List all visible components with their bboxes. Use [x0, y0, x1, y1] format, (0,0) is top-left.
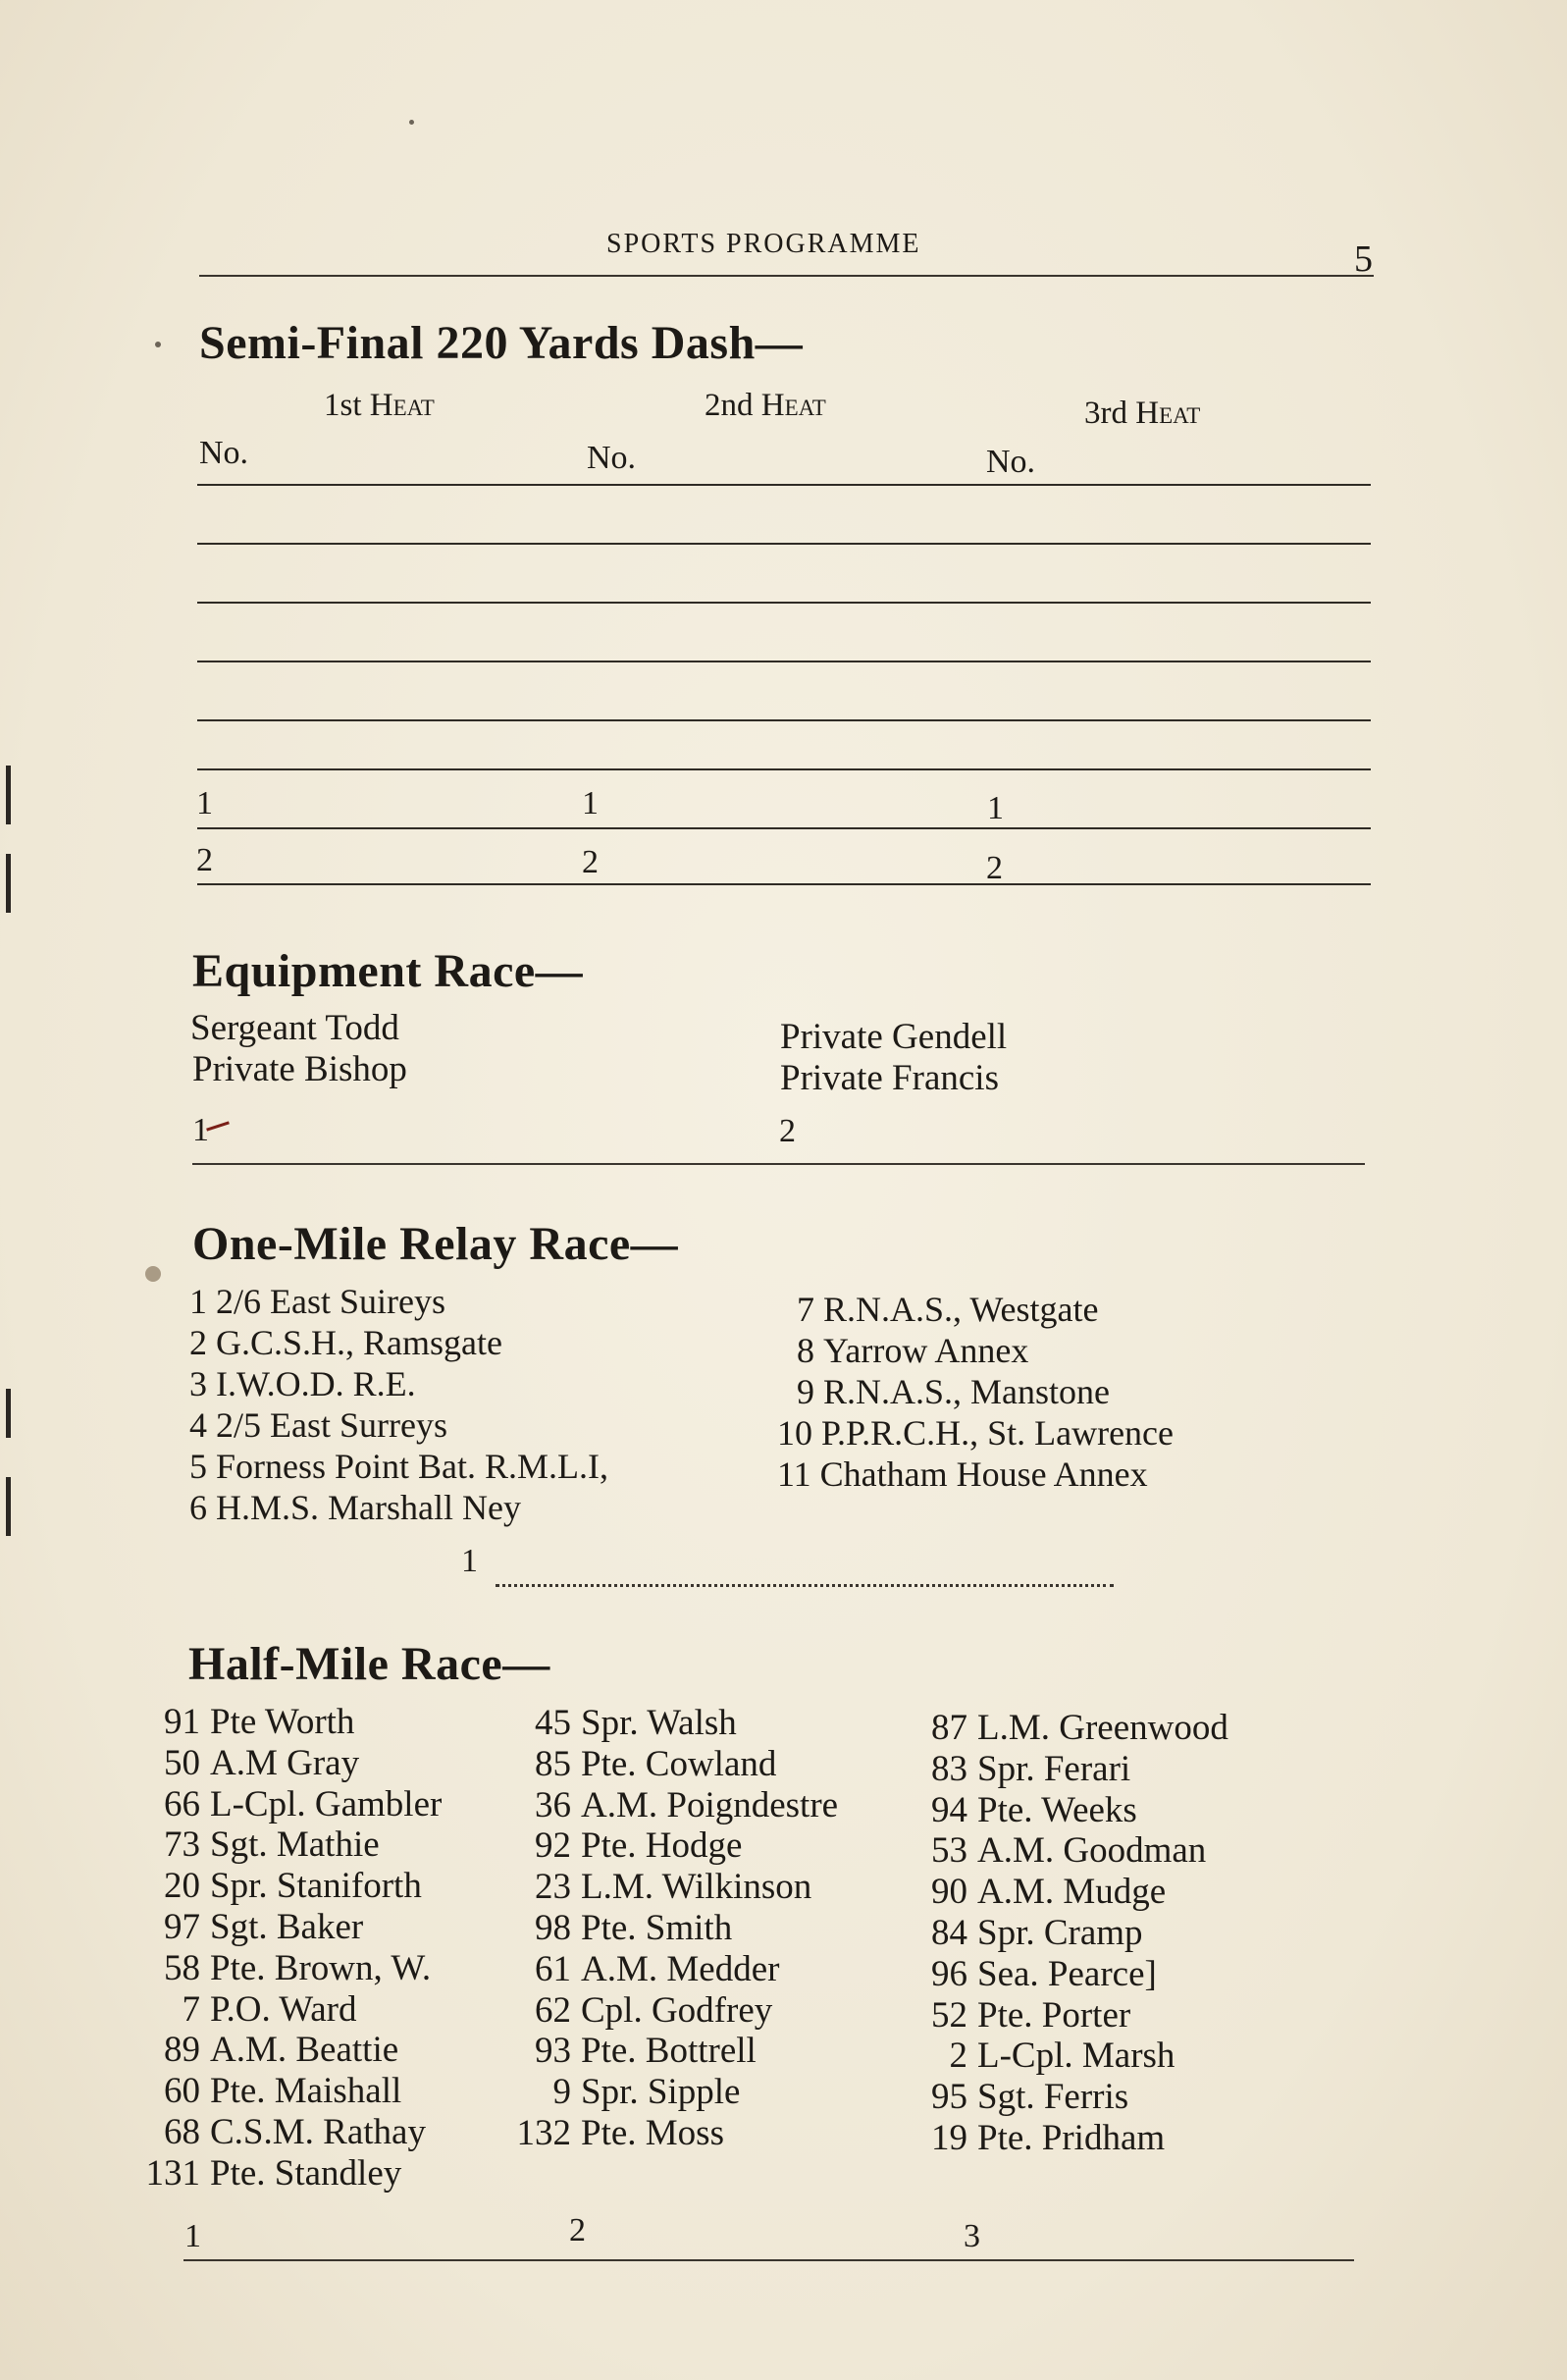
- binding-mark: [6, 1389, 11, 1438]
- half-mile-entrant: 85 Pte. Cowland: [535, 1743, 777, 1784]
- half-mile-entrant: 90 A.M. Mudge: [931, 1872, 1167, 1913]
- relay-team: 5 Forness Point Bat. R.M.L.I,: [189, 1447, 609, 1486]
- half-mile-entrant: 92 Pte. Hodge: [535, 1825, 743, 1867]
- half-mile-entrant: 7 P.O. Ward: [182, 1988, 357, 2030]
- half-mile-entrant: 91 Pte Worth: [164, 1702, 355, 1742]
- heat-1-no-label: No.: [199, 435, 249, 471]
- equipment-place-2: 2: [779, 1113, 796, 1149]
- entry-line: [197, 484, 1371, 486]
- equipment-entrant: Private Francis: [780, 1058, 999, 1098]
- half-mile-entrant: 87 L.M. Greenwood: [931, 1708, 1228, 1748]
- heat-2-place-2: 2: [582, 844, 599, 880]
- equipment-place-1: 1: [192, 1112, 209, 1148]
- entry-line: [197, 661, 1371, 662]
- relay-team: 2 G.C.S.H., Ramsgate: [189, 1323, 502, 1362]
- relay-team: 8 Yarrow Annex: [797, 1331, 1029, 1370]
- half-mile-entrant: 132 Pte. Moss: [516, 2112, 724, 2153]
- equipment-rule: [192, 1163, 1365, 1165]
- heat-1-place-1: 1: [196, 785, 213, 821]
- heat-3-place-2: 2: [986, 850, 1003, 886]
- half-mile-entrant: 62 Cpl. Godfrey: [535, 1989, 773, 2031]
- header-rule: [199, 275, 1374, 277]
- relay-team: 11 Chatham House Annex: [777, 1454, 1148, 1494]
- ink-dot: [409, 120, 414, 125]
- equipment-entrant: Sergeant Todd: [190, 1008, 399, 1048]
- running-header: SPORTS PROGRAMME: [606, 229, 921, 259]
- half-mile-entrant: 73 Sgt. Mathie: [164, 1825, 380, 1866]
- heat-2-label: 2nd Heat: [705, 388, 826, 423]
- half-mile-entrant: 94 Pte. Weeks: [931, 1789, 1137, 1830]
- half-mile-entrant: 96 Sea. Pearce]: [931, 1953, 1157, 1994]
- stain-spot: [145, 1266, 161, 1282]
- half-mile-place-3: 3: [964, 2218, 980, 2254]
- half-mile-entrant: 60 Pte. Maishall: [164, 2071, 402, 2112]
- relay-team: 10 P.P.R.C.H., St. Lawrence: [777, 1413, 1174, 1453]
- equipment-title: Equipment Race—: [192, 945, 584, 997]
- equipment-entrant: Private Gendell: [780, 1017, 1008, 1057]
- half-mile-column-2: [508, 1703, 838, 2154]
- half-mile-column-1: [137, 1702, 442, 2195]
- half-mile-entrant: 97 Sgt. Baker: [164, 1906, 364, 1947]
- half-mile-entrant: 45 Spr. Walsh: [535, 1703, 737, 1743]
- entry-line: [197, 602, 1371, 604]
- half-mile-entrant: 20 Spr. Staniforth: [164, 1866, 422, 1907]
- heat-2-place-1: 1: [582, 785, 599, 821]
- half-mile-entrant: 61 A.M. Medder: [535, 1948, 780, 1989]
- half-mile-entrant: 131 Pte. Standley: [145, 2152, 402, 2194]
- entry-line: [197, 719, 1371, 721]
- equipment-entrant: Private Bishop: [192, 1049, 407, 1089]
- binding-mark: [6, 766, 11, 824]
- heat-2-no-label: No.: [587, 440, 637, 476]
- heat-3-label: 3rd Heat: [1084, 396, 1201, 431]
- half-mile-entrant: 9 Spr. Sipple: [552, 2072, 741, 2113]
- place-line: [197, 827, 1371, 829]
- half-mile-entrant: 98 Pte. Smith: [535, 1907, 733, 1948]
- place-line: [197, 883, 1371, 885]
- half-mile-column-3: [914, 1708, 1228, 2159]
- half-mile-entrant: 2 L-Cpl. Marsh: [949, 2036, 1175, 2077]
- relay-team: 4 2/5 East Surreys: [189, 1405, 447, 1445]
- half-mile-entrant: 84 Spr. Cramp: [931, 1912, 1143, 1953]
- half-mile-place-1: 1: [184, 2218, 201, 2254]
- relay-team: 3 I.W.O.D. R.E.: [189, 1364, 416, 1403]
- half-mile-place-2: 2: [569, 2212, 586, 2248]
- relay-title: One-Mile Relay Race—: [192, 1218, 679, 1270]
- half-mile-title: Half-Mile Race—: [188, 1638, 550, 1690]
- half-mile-entrant: 52 Pte. Porter: [931, 1994, 1131, 2036]
- binding-mark: [6, 854, 11, 913]
- half-mile-entrant: 66 L-Cpl. Gambler: [164, 1783, 443, 1825]
- relay-team: 1 2/6 East Suireys: [189, 1282, 445, 1321]
- half-mile-entrant: 68 C.S.M. Rathay: [164, 2111, 426, 2152]
- page-number: 5: [1354, 238, 1373, 280]
- relay-dotted-line: [496, 1584, 1114, 1587]
- entry-line: [197, 768, 1371, 770]
- half-mile-entrant: 23 L.M. Wilkinson: [535, 1867, 812, 1908]
- half-mile-entrant: 58 Pte. Brown, W.: [164, 1947, 432, 1988]
- half-mile-entrant: 89 A.M. Beattie: [164, 2030, 399, 2071]
- binding-mark: [6, 1477, 11, 1536]
- ink-dot: [155, 342, 161, 347]
- relay-team: 6 H.M.S. Marshall Ney: [189, 1488, 521, 1527]
- heat-1-label: 1st Heat: [324, 388, 435, 423]
- half-mile-entrant: 19 Pte. Pridham: [931, 2117, 1166, 2158]
- half-mile-entrant: 83 Spr. Ferari: [931, 1748, 1131, 1789]
- heat-1-place-2: 2: [196, 842, 213, 878]
- half-mile-entrant: 36 A.M. Poigndestre: [535, 1784, 839, 1825]
- relay-team: 7 R.N.A.S., Westgate: [797, 1290, 1099, 1329]
- half-mile-rule: [183, 2259, 1354, 2261]
- half-mile-entrant: 93 Pte. Bottrell: [535, 2031, 757, 2072]
- semi-final-title: Semi-Final 220 Yards Dash—: [199, 317, 804, 369]
- half-mile-entrant: 53 A.M. Goodman: [931, 1830, 1207, 1872]
- half-mile-entrant: 95 Sgt. Ferris: [931, 2077, 1129, 2118]
- heat-3-no-label: No.: [986, 444, 1036, 480]
- half-mile-entrant: 50 A.M Gray: [164, 1742, 360, 1783]
- entry-line: [197, 543, 1371, 545]
- relay-team: 9 R.N.A.S., Manstone: [797, 1372, 1111, 1411]
- relay-place-1: 1: [461, 1543, 478, 1579]
- heat-3-place-1: 1: [987, 790, 1004, 826]
- pencil-tick: [206, 1121, 230, 1131]
